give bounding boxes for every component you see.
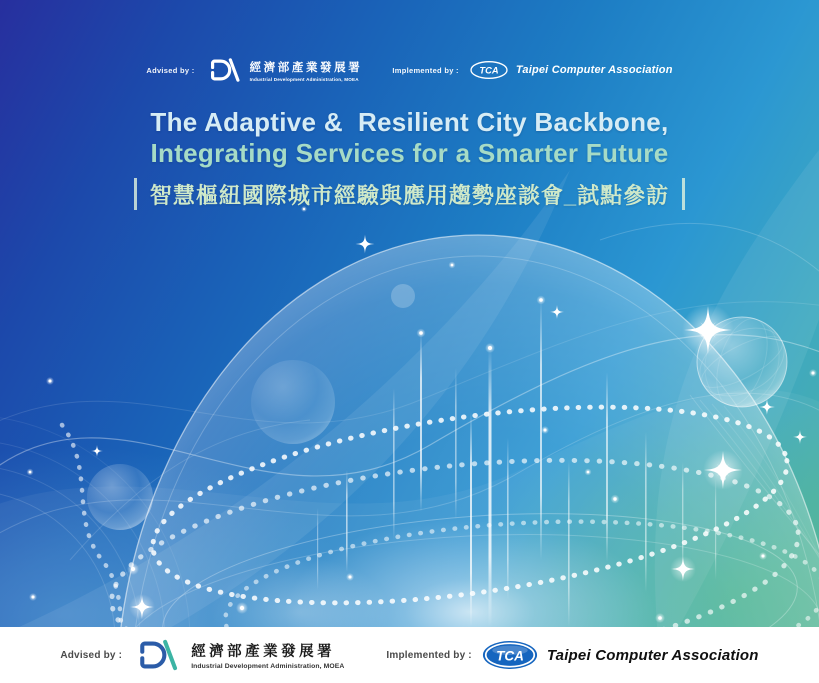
subtitle-left-bar [134, 178, 137, 210]
tca-name: Taipei Computer Association [515, 64, 673, 76]
advised-by-label: Advised by : [146, 65, 195, 75]
ida-name-block [250, 59, 363, 82]
advised-by-label: Advised by : [60, 649, 123, 661]
tca-abbr: TCA [479, 65, 499, 76]
tca-name: Taipei Computer Association [546, 646, 759, 664]
subtitle-row [0, 178, 819, 210]
tca-logo-icon [482, 640, 538, 670]
implemented-by-label: Implemented by : [386, 649, 472, 661]
subtitle-right-bar [682, 178, 685, 210]
implemented-by-label: Implemented by : [392, 65, 459, 75]
ida-logo-icon [132, 637, 182, 673]
ida-name-en: Industrial Development Administration, MOEA [191, 663, 345, 670]
footer-orgs-bar [0, 627, 819, 683]
tca-logo-icon [469, 60, 509, 80]
tca-abbr: TCA [495, 648, 524, 664]
title-line-2: Integrating Services for a Smarter Future [150, 138, 669, 168]
title-block [0, 107, 819, 210]
title-line-1: The Adaptive & Resilient City Backbone, [150, 107, 669, 137]
ida-name-en: Industrial Development Administration, MOEA [249, 76, 359, 82]
subtitle-text: 智慧樞紐國際城市經驗與應用趨勢座談會_試點參訪 [149, 182, 670, 208]
header-orgs-row [0, 56, 819, 84]
ida-logo-icon [205, 56, 243, 84]
ida-name-zh: 經濟部產業發展署 [191, 644, 336, 660]
ida-name-block [191, 640, 344, 670]
ida-name-zh: 經濟部產業發展署 [249, 61, 363, 74]
